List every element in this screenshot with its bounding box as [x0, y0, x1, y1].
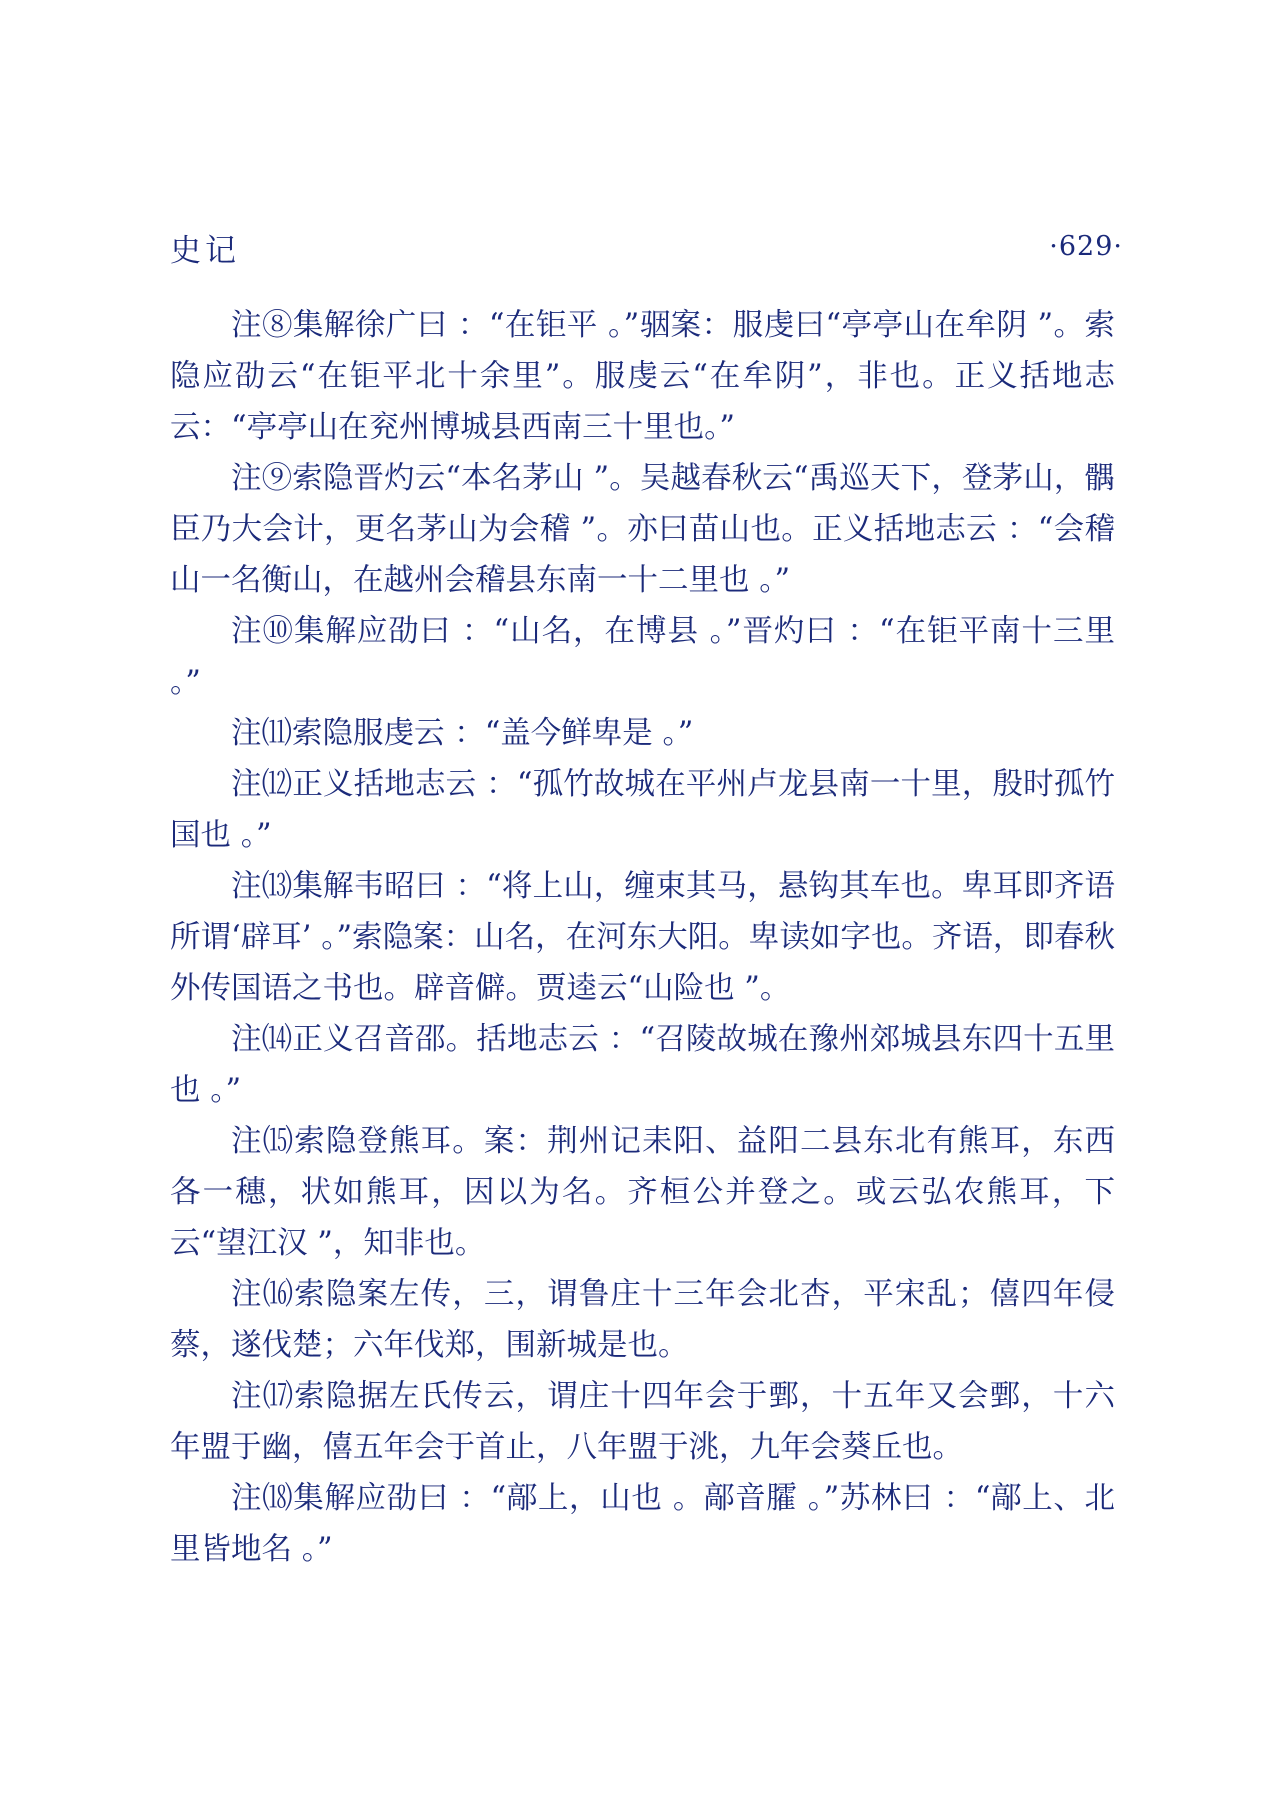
note-paragraph: 注⑿正义括地志云 ：“孤竹故城在平州卢龙县南一十里，殷时孤竹国也 。”: [170, 767, 1115, 853]
note-paragraph: 注⑩集解应劭曰 ：“山名，在博县 。”晋灼曰 ：“在钜平南十三里 。”: [170, 614, 1115, 700]
body-text: [170, 300, 1115, 1575]
book-title: 史记: [170, 233, 240, 269]
note-paragraph: 注⒄索隐据左氏传云，谓庄十四年会于鄄，十五年又会鄄，十六年盟于幽，僖五年会于首止，八年盟于洮，九年会葵丘也。: [170, 1379, 1115, 1465]
note-paragraph: 注⑨索隐晋灼云“本名茅山 ”。吴越春秋云“禹巡天下，登茅山，髃臣乃大会计，更名茅山为会稽 ”。亦曰苗山也。正义括地志云 ：“会稽山一名衡山，在越州会稽县东南一十二里也 。”: [170, 461, 1115, 598]
page-header: [170, 225, 1123, 275]
note-paragraph: 注⒀集解韦昭曰 ：“将上山，缠束其马，悬钩其车也。卑耳即齐语所谓‘辟耳’ 。”索隐案：山名，在河东大阳。卑读如字也。齐语，即春秋外传国语之书也。辟音僻。贾逵云“山险也 ”。: [170, 869, 1115, 1006]
note-paragraph: 注⒂索隐登熊耳。案：荆州记耒阳、益阳二县东北有熊耳，东西各一穗，状如熊耳，因以为名。齐桓公并登之。或云弘农熊耳，下云“望江汉 ”，知非也。: [170, 1124, 1115, 1261]
note-paragraph: 注⑾索隐服虔云 ：“盖今鲜卑是 。”: [231, 716, 694, 751]
page-number: ·629·: [1049, 231, 1123, 262]
note-paragraph: 注⒁正义召音邵。括地志云 ：“召陵故城在豫州郊城县东四十五里也 。”: [170, 1022, 1115, 1108]
note-paragraph: 注⒃索隐案左传，三，谓鲁庄十三年会北杏，平宋乱；僖四年侵蔡，遂伐楚；六年伐郑，围新城是也。: [170, 1277, 1115, 1363]
note-paragraph: 注⑧集解徐广曰 ：“在钜平 。”骃案：服虔曰“亭亭山在牟阴 ”。索隐应劭云“在钜平北十余里”。服虔云“在牟阴”，非也。正义括地志云：“亭亭山在兖州博城县西南三十里也。”: [170, 308, 1115, 445]
note-paragraph: 注⒅集解应劭曰 ：“鄗上，山也 。鄗音臛 。”苏林曰 ：“鄗上、北里皆地名 。”: [170, 1481, 1115, 1567]
